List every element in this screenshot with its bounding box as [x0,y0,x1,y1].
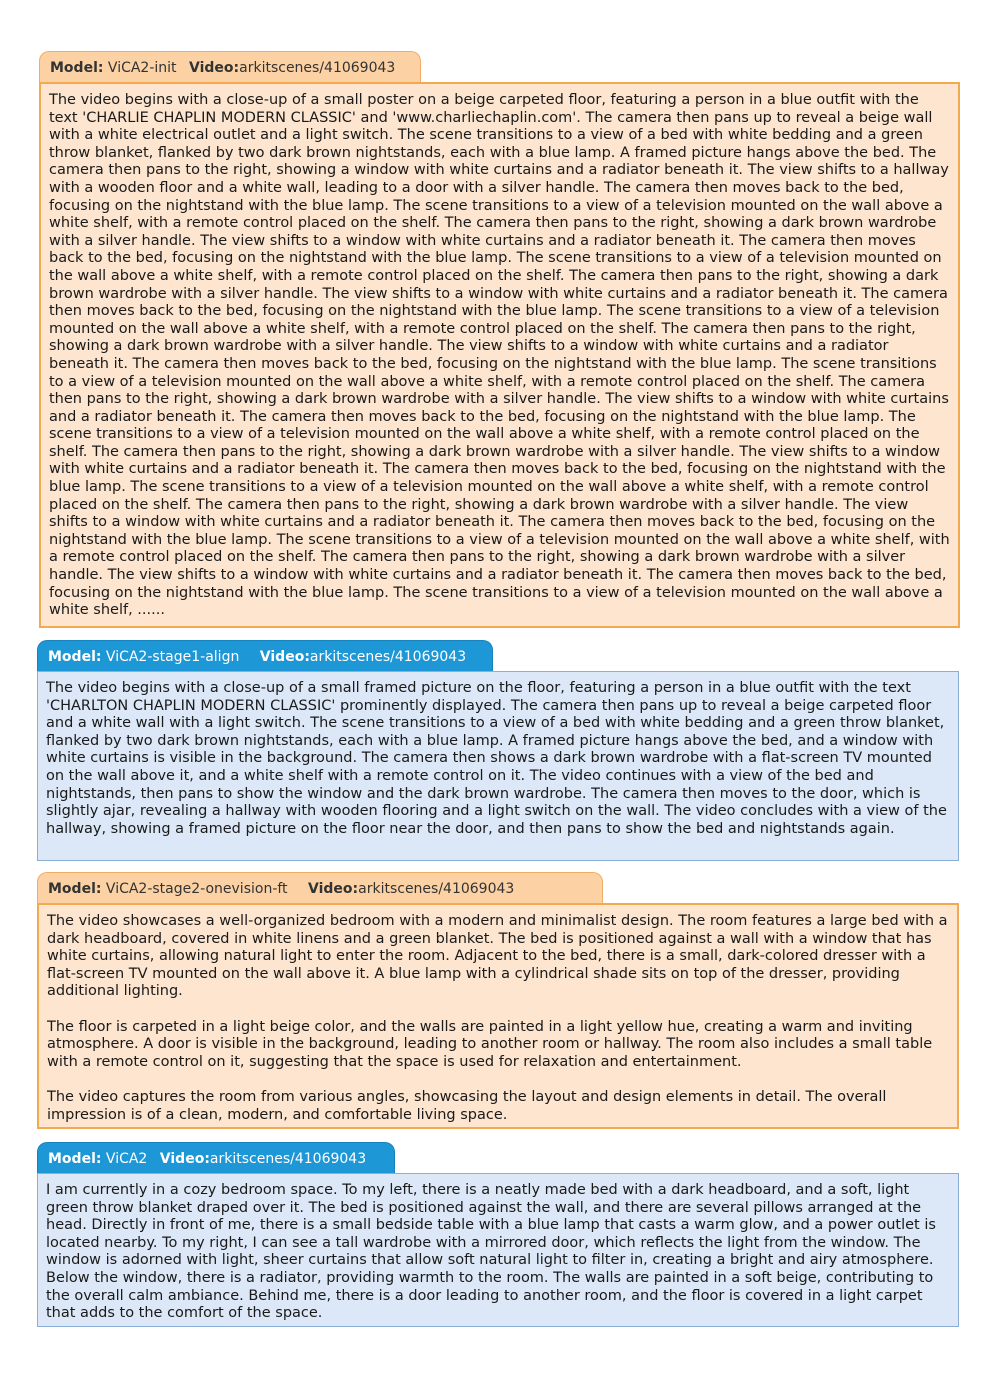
panel-3-header [37,872,603,904]
panel-1-paragraph-1: The video begins with a close-up of a small poster on a beige carpeted floor, featuring a person in a blue outfit with the text 'CHARLIE CHAPLIN MODERN CLASSIC' and 'www.charliechaplin.com'. The camera then pans up to reveal a beige wall with a white electrical outlet and a light switch. The scene transitions to a view of a bed with white bedding and a green throw blanket, flanked by two dark brown nightstands, each with a blue lamp. A framed picture hangs above the bed. The camera then pans to the right, showing a window with white curtains and a radiator beneath it. The view shifts to a hallway with a wooden floor and a white wall, leading to a door with a silver handle. The camera then moves back to the bed, focusing on the nightstand with the blue lamp. The scene transitions to a view of a television mounted on the wall above a white shelf, with a remote control placed on the shelf. The camera then pans to the right, showing a dark brown wardrobe with a silver handle. The view shifts to a window with white curtains and a radiator beneath it. The camera then moves back to the bed, focusing on the nightstand with the blue lamp. The scene transitions to a view of a television mounted on the wall above a white shelf, with a remote control placed on the shelf. The camera then pans to the right, showing a dark brown wardrobe with a silver handle. The view shifts to a window with white curtains and a radiator beneath it. The camera then moves back to the bed, focusing on the nightstand with the blue lamp. The scene transitions to a view of a television mounted on the wall above a white shelf, with a remote control placed on the shelf. The camera then pans to the right, showing a dark brown wardrobe with a silver handle. The view shifts to a window with white curtains and a radiator beneath it. The camera then moves back to the bed, focusing on the nightstand with the blue lamp. The scene transitions to a view of a television mounted on the wall above a white shelf, with a remote control placed on the shelf. The camera then pans to the right, showing a dark brown wardrobe with a silver handle. The view shifts to a window with white curtains and a radiator beneath it. The camera then moves back to the bed, focusing on the nightstand with the blue lamp. The scene transitions to a view of a television mounted on the wall above a white shelf, with a remote control placed on the shelf. The camera then pans to the right, showing a dark brown wardrobe with a silver handle. The view shifts to a window with white curtains and a radiator beneath it. The camera then moves back to the bed, focusing on the nightstand with the blue lamp. The scene transitions to a view of a television mounted on the wall above a white shelf, with a remote control placed on the shelf. The camera then pans to the right, showing a dark brown wardrobe with a silver handle. The view shifts to a window with white curtains and a radiator beneath it. The camera then moves back to the bed, focusing on the nightstand with the blue lamp. The scene transitions to a view of a television mounted on the wall above a white shelf, with a remote control placed on the shelf. The camera then pans to the right, showing a dark brown wardrobe with a silver handle. The view shifts to a window with white curtains and a radiator beneath it. The camera then moves back to the bed, focusing on the nightstand with the blue lamp. The scene transitions to a view of a television mounted on the wall above a white shelf, ...... [49,92,950,619]
video-id: arkitscenes/41069043 [239,60,396,76]
video-id: arkitscenes/41069043 [209,1151,367,1167]
model-label: Model: [50,60,104,76]
video-label: Video: [259,649,310,665]
model-label: Model: [48,1151,102,1167]
video-id: arkitscenes/41069043 [358,881,515,897]
panel-1-header [39,51,421,83]
panel-2-header [37,640,493,672]
panel-3-paragraph-3: The video captures the room from various angles, showcasing the layout and design elements in detail. The overall impression is of a clean, modern, and comfortable living space. [47,1088,887,1123]
panel-4-body [37,1173,959,1327]
panel-1-body [39,82,960,628]
video-label: Video: [308,881,359,897]
video-label: Video: [189,60,240,76]
panel-4-header [37,1142,395,1174]
panel-3-body [37,903,959,1129]
model-label: Model: [48,881,102,897]
panel-2-body [37,671,959,861]
video-id: arkitscenes/41069043 [309,649,467,665]
video-label: Video: [159,1151,210,1167]
panel-3-paragraph-2: The floor is carpeted in a light beige color, and the walls are painted in a light yellow hue, creating a warm and inviting atmosphere. A door is visible in the background, leading to another room or hallway. The room also includes a small table with a remote control on it, suggesting that the space is used for relaxation and entertainment. [47,1018,933,1070]
model-label: Model: [48,649,102,665]
panel-3-paragraph-1: The video showcases a well-organized bedroom with a modern and minimalist design. The room features a large bed with a dark headboard, covered in white linens and a green blanket. The bed is positioned against a wall with a window that has white curtains, allowing natural light to enter the room. Adjacent to the bed, there is a small, dark-colored dresser with a flat-screen TV mounted on the wall above it. A blue lamp with a cylindrical shade sits on top of the dresser, providing additional lighting. [47,913,948,1000]
model-name: ViCA2 [105,1151,148,1167]
panel-2-paragraph-1: The video begins with a close-up of a small framed picture on the floor, featuring a person in a blue outfit with the text 'CHARLTON CHAPLIN MODERN CLASSIC' prominently displayed. The camera then pans up to reveal a beige carpeted floor and a white wall with a light switch. The scene transitions to a view of a bed with white bedding and a green throw blanket, flanked by two dark brown nightstands, each with a blue lamp. A framed picture hangs above the bed, and a window with white curtains is visible in the background. The camera then shows a dark brown wardrobe with a flat-screen TV mounted on the wall above it, and a white shelf with a remote control on it. The video continues with a view of the bed and nightstands, then pans to show the window and the dark brown wardrobe. The camera then moves to the door, which is slightly ajar, revealing a hallway with wooden flooring and a light switch on the wall. The video concludes with a view of the hallway, showing a framed picture on the floor near the door, and then pans to show the bed and nightstands again. [46,680,947,837]
panel-4-paragraph-1: I am currently in a cozy bedroom space. To my left, there is a neatly made bed with a dark headboard, and a soft, light green throw blanket draped over it. The bed is positioned against the wall, and there are several pillows arranged at the head. Directly in front of me, there is a small bedside table with a blue lamp that casts a warm glow, and a power outlet is located nearby. To my right, I can see a tall wardrobe with a mirrored door, which reflects the light from the window. The window is adorned with light, sheer curtains that allow soft natural light to filter in, creating a bright and airy atmosphere. Below the window, there is a radiator, providing warmth to the room. The walls are painted in a soft beige, contributing to the overall calm ambiance. Behind me, there is a door leading to another room, and the floor is covered in a light carpet that adds to the comfort of the space. [46,1182,936,1322]
model-name: ViCA2-stage1-align [105,649,240,665]
model-name: ViCA2-init [107,60,177,76]
model-name: ViCA2-stage2-onevision-ft [105,881,288,897]
